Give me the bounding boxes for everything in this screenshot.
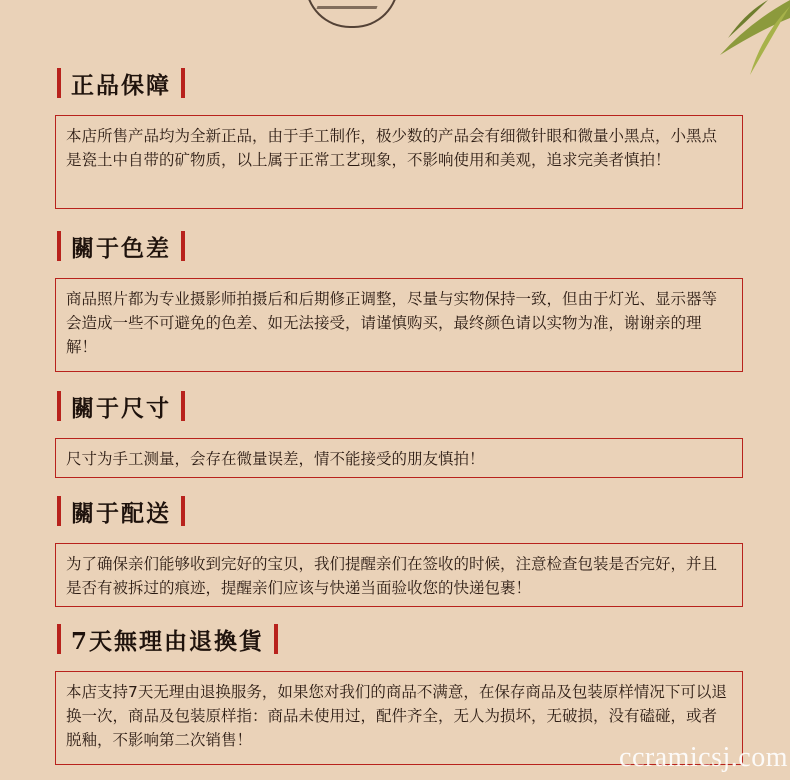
section-title-size [57, 389, 185, 423]
title-bar-right [181, 68, 185, 98]
title-bar-right [181, 496, 185, 526]
section-body-return-policy: 本店支持7天无理由退换服务，如果您对我们的商品不满意，在保存商品及包装原样情况下可以退换一次，商品及包装原样指：商品未使用过，配件齐全，无人为损坏，无破损，没有磕碰，或者脱釉，不影响第二次销售！ [55, 671, 743, 765]
section-heading: 關于色差 [71, 234, 171, 262]
section-title-color-difference [57, 229, 185, 263]
title-bar-right [274, 624, 278, 654]
section-body-authentic: 本店所售产品均为全新正品，由于手工制作，极少数的产品会有细微针眼和微量小黑点，小黑点是瓷土中自带的矿物质，以上属于正常工艺现象，不影响使用和美观，追求完美者慎拍！ [55, 115, 743, 209]
title-bar-right [181, 231, 185, 261]
bamboo-leaves-decoration [650, 0, 790, 75]
section-heading: 正品保障 [71, 71, 171, 99]
section-title-return-policy [57, 622, 278, 656]
top-seal-decoration [305, 0, 399, 28]
section-body-size: 尺寸为手工测量，会存在微量误差，情不能接受的朋友慎拍！ [55, 438, 743, 478]
section-heading: 關于配送 [71, 499, 171, 527]
site-watermark: ccramicsj.com [619, 742, 788, 773]
section-body-color-difference: 商品照片都为专业摄影师拍摄后和后期修正调整，尽量与实物保持一致，但由于灯光、显示器等会造成一些不可避免的色差、如无法接受，请谨慎购买，最终颜色请以实物为准，谢谢亲的理解！ [55, 278, 743, 372]
section-heading: 關于尺寸 [71, 394, 171, 422]
section-title-authentic [57, 66, 185, 100]
title-bar-right [181, 391, 185, 421]
section-title-delivery [57, 494, 185, 528]
section-heading: 7天無理由退換貨 [71, 627, 265, 655]
section-body-delivery: 为了确保亲们能够收到完好的宝贝，我们提醒亲们在签收的时候，注意检查包装是否完好，并且是否有被拆过的痕迹，提醒亲们应该与快递当面验收您的快递包裹！ [55, 543, 743, 607]
